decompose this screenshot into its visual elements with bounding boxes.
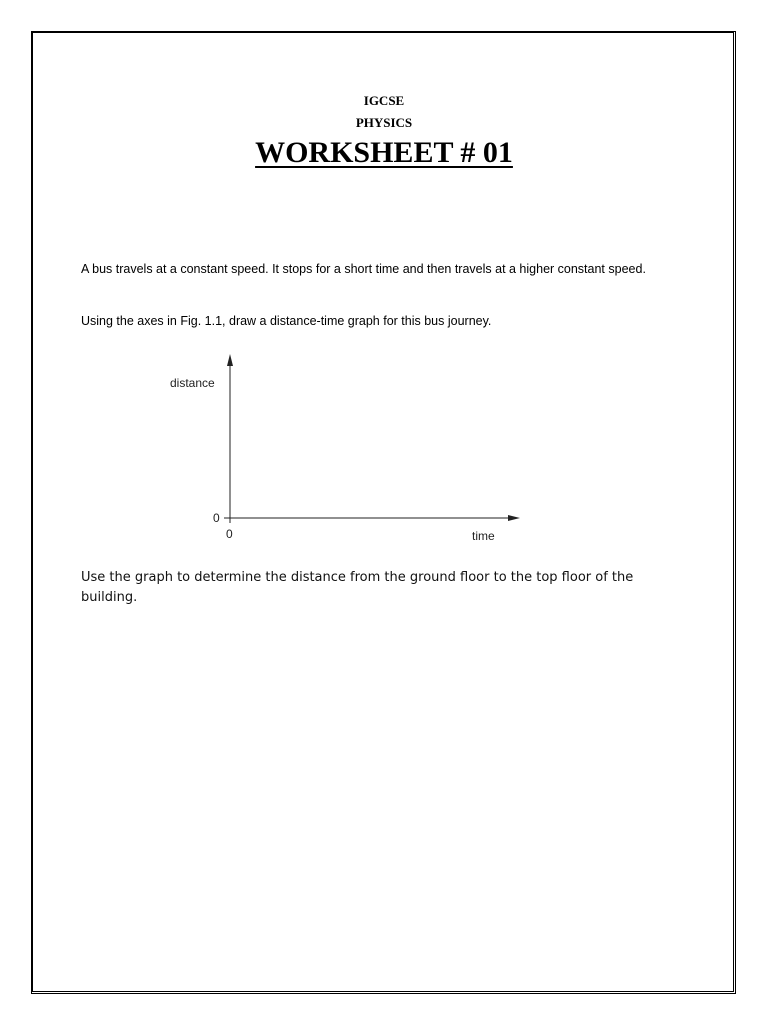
course-label: IGCSE [363, 93, 405, 108]
origin-y-label: 0 [213, 511, 220, 525]
origin-x-label: 0 [226, 527, 233, 541]
question-text-2: Using the axes in Fig. 1.1, draw a distance-time graph for this bus journey. [81, 314, 492, 328]
x-axis-label: time [472, 529, 495, 543]
y-axis-label: distance [170, 376, 215, 390]
x-axis-arrow [508, 515, 520, 521]
worksheet-title: WORKSHEET # 01 [255, 136, 513, 169]
subject-label: PHYSICS [355, 115, 413, 130]
question-text-3: Use the graph to determine the distance from the ground floor to the top floor of the building. [81, 570, 634, 605]
question-text-1: A bus travels at a constant speed. It stops for a short time and then travels at a higher constant speed. [81, 262, 646, 276]
y-axis-arrow [227, 354, 233, 366]
